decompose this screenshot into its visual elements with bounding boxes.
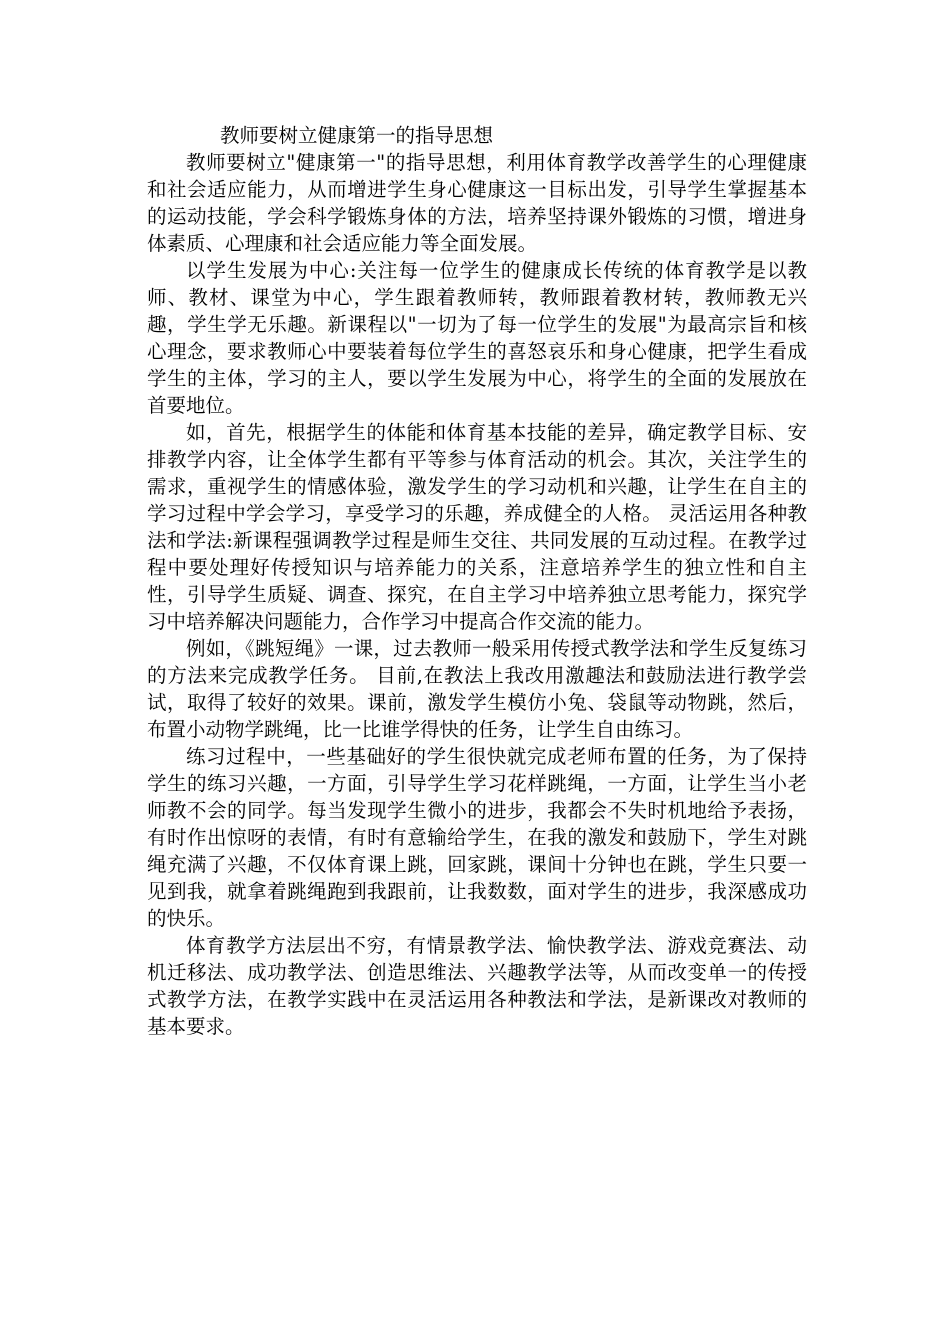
document-body xyxy=(147,122,807,1040)
paragraph-4: 例如，《跳短绳》一课，过去教师一般采用传授式教学法和学生反复练习的方法来完成教学任务。 目前,在教法上我改用激趣法和鼓励法进行教学尝试，取得了较好的效果。课前，激发学生模仿小兔、袋鼠等动物跳，然后，布置小动物学跳绳，比一比谁学得快的任务，让学生自由练习。 xyxy=(147,637,807,741)
document-title: 教师要树立健康第一的指导思想 xyxy=(220,124,494,147)
paragraph-2: 以学生发展为中心:关注每一位学生的健康成长传统的体育教学是以教师、教材、课堂为中心，学生跟着教师转，教师跟着教材转，教师教无兴趣，学生学无乐趣。新课程以"一切为了每一位学生的发展"为最高宗旨和核心理念，要求教师心中要装着每位学生的喜怒哀乐和身心健康，把学生看成学生的主体，学习的主人，要以学生发展为中心，将学生的全面的发展放在首要地位。 xyxy=(147,259,807,417)
paragraph-1: 教师要树立"健康第一"的指导思想，利用体育教学改善学生的心理健康和社会适应能力，从而增进学生身心健康这一目标出发，引导学生掌握基本的运动技能，学会科学锻炼身体的方法，培养坚持课外锻炼的习惯，增进身体素质、心理康和社会适应能力等全面发展。 xyxy=(147,151,807,255)
paragraph-5: 练习过程中，一些基础好的学生很快就完成老师布置的任务，为了保持学生的练习兴趣，一方面，引导学生学习花样跳绳，一方面，让学生当小老师教不会的同学。每当发现学生微小的进步，我都会不失时机地给予表扬，有时作出惊呀的表情，有时有意输给学生，在我的激发和鼓励下，学生对跳绳充满了兴趣，不仅体育课上跳，回家跳，课间十分钟也在跳，学生只要一见到我，就拿着跳绳跑到我跟前，让我数数，面对学生的进步，我深感成功的快乐。 xyxy=(147,745,807,930)
paragraph-6: 体育教学方法层出不穷，有情景教学法、愉快教学法、游戏竞赛法、动机迁移法、成功教学法、创造思维法、兴趣教学法等，从而改变单一的传授式教学方法，在教学实践中在灵活运用各种教法和学法，是新课改对教师的基本要求。 xyxy=(147,934,807,1038)
paragraph-3: 如，首先，根据学生的体能和体育基本技能的差异，确定教学目标、安排教学内容，让全体学生都有平等参与体育活动的机会。其次，关注学生的需求，重视学生的情感体验，激发学生的学习动机和兴趣，让学生在自主的学习过程中学会学习，享受学习的乐趣，养成健全的人格。 灵活运用各种教法和学法:新课程强调教学过程是师生交往、共同发展的互动过程。在教学过程中要处理好传授知识与培养能力的关系，注意培养学生的独立性和自主性，引导学生质疑、调查、探究，在自主学习中培养独立思考能力，探究学习中培养解决问题能力，合作学习中提高合作交流的能力。 xyxy=(147,421,807,633)
